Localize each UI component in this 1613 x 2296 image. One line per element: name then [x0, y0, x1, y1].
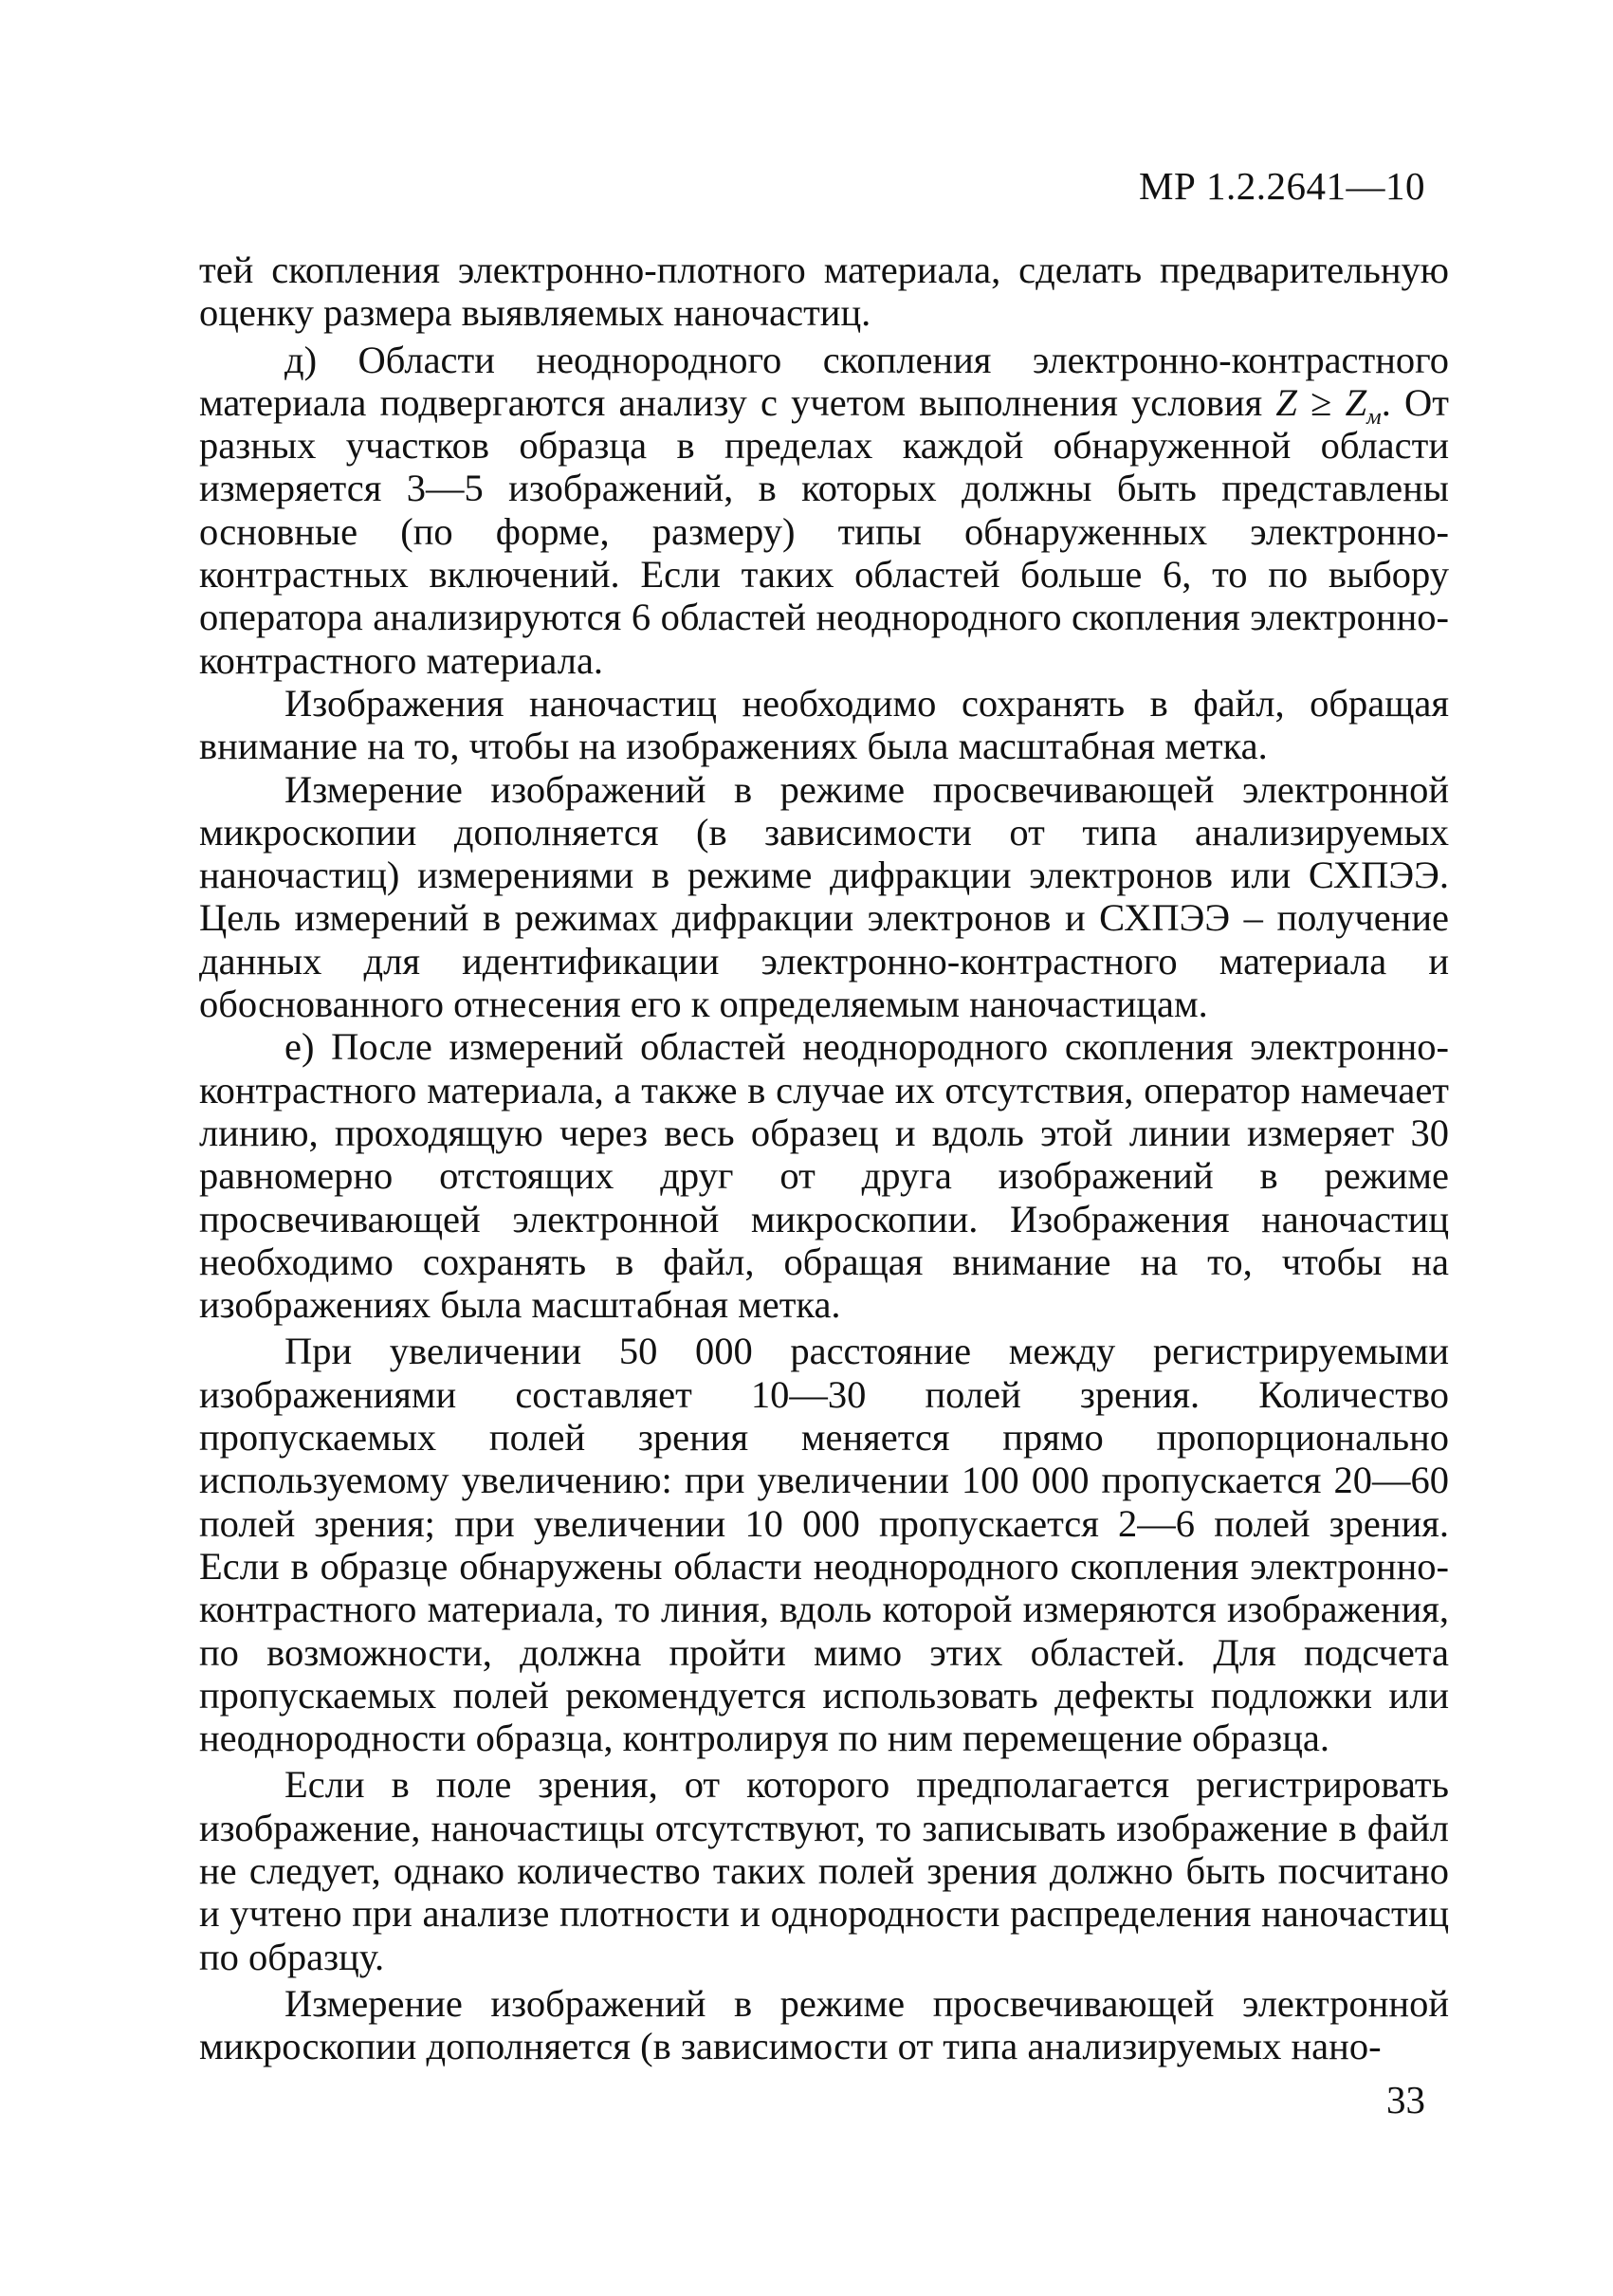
paragraph-continuation: тей скопления электронно-плотного материала, сделать предварительную оценку размера выявляемых наночастиц. — [199, 248, 1449, 335]
body-text — [199, 248, 1449, 2067]
paragraph-empty-field: Если в поле зрения, от которого предполагается регистрировать изображение, наночастицы отсутствуют, то записывать изображение в файл не следует, однако количество таких полей зрения должно быть посчитано и учтено при анализе плотности и однородности распределения наночастиц по образцу. — [199, 1763, 1449, 1978]
formula-operator: ≥ — [1311, 380, 1332, 424]
paragraph-measurement-diffraction: Измерение изображений в режиме просвечивающей электронной микроскопии дополняется (в зависимости от типа анализируемых наночастиц) измерениями в режиме дифракции электронов или СХПЭЭ. Цель измерений в режимах дифракции электронов и СХПЭЭ – получение данных для идентификации электронно-контрастного материала и обоснованного отнесения его к определяемым наночастицам. — [199, 767, 1449, 1026]
paragraph-measurement-continued: Измерение изображений в режиме просвечивающей электронной микроскопии дополняется (в зависимости от типа анализируемых нано- — [199, 1981, 1449, 2068]
paragraph-e: е) После измерений областей неоднородного скопления электронно-контрастного материала, а также в случае их отсутствия, оператор намечает линию, проходящую через весь образец и вдоль этой линии измеряет 30 равномерно отстоящих друг от друга изображений в режиме просвечивающей электронной микроскопии. Изображения наночастиц необходимо сохранять в файл, обращая внимание на то, чтобы на изображениях была масштабная метка. — [199, 1025, 1449, 1327]
paragraph-save-images: Изображения наночастиц необходимо сохранять в файл, обращая внимание на то, чтобы на изображениях была масштабная метка. — [199, 681, 1449, 768]
paragraph-magnification: При увеличении 50 000 расстояние между регистрируемыми изображениями составляет 10—30 полей зрения. Количество пропускаемых полей зрения меняется прямо пропорционально используемому увеличению: при увеличении 100 000 пропускается 20—60 полей зрения; при увеличении 10 000 пропускается 2—6 полей зрения. Если в образце обнаружены области неоднородного скопления электронно-контрастного материала, то линия, вдоль которой измеряются изображения, по возможности, должна пройти мимо этих областей. Для подсчета пропускаемых полей рекомендуется использовать дефекты подложки или неоднородности образца, контролируя по ним перемещение образца. — [199, 1330, 1449, 1760]
page-number: 33 — [1386, 2078, 1425, 2122]
document-code-header: МР 1.2.2641—10 — [1138, 164, 1425, 208]
paragraph-d-text: д) Области неоднородного скопления электронно-контрастного материала подвергаются анализу с учетом выполнения условия — [199, 338, 1449, 424]
paragraph-d-tail: . От разных участков образца в пределах каждой обнаруженной области измеряется 3—5 изображений, в которых должны быть представлены основные (по форме, размеру) типы обнаруженных электронно-контрастных включений. Если таких областей больше 6, то по выбору оператора анализируются 6 областей неоднородного скопления электронно-контрастного материала. — [199, 380, 1449, 682]
paragraph-d — [199, 339, 1449, 682]
formula-subscript: м — [1366, 403, 1382, 430]
formula-var-zm: Z — [1345, 380, 1367, 424]
formula-var-z: Z — [1275, 380, 1297, 424]
